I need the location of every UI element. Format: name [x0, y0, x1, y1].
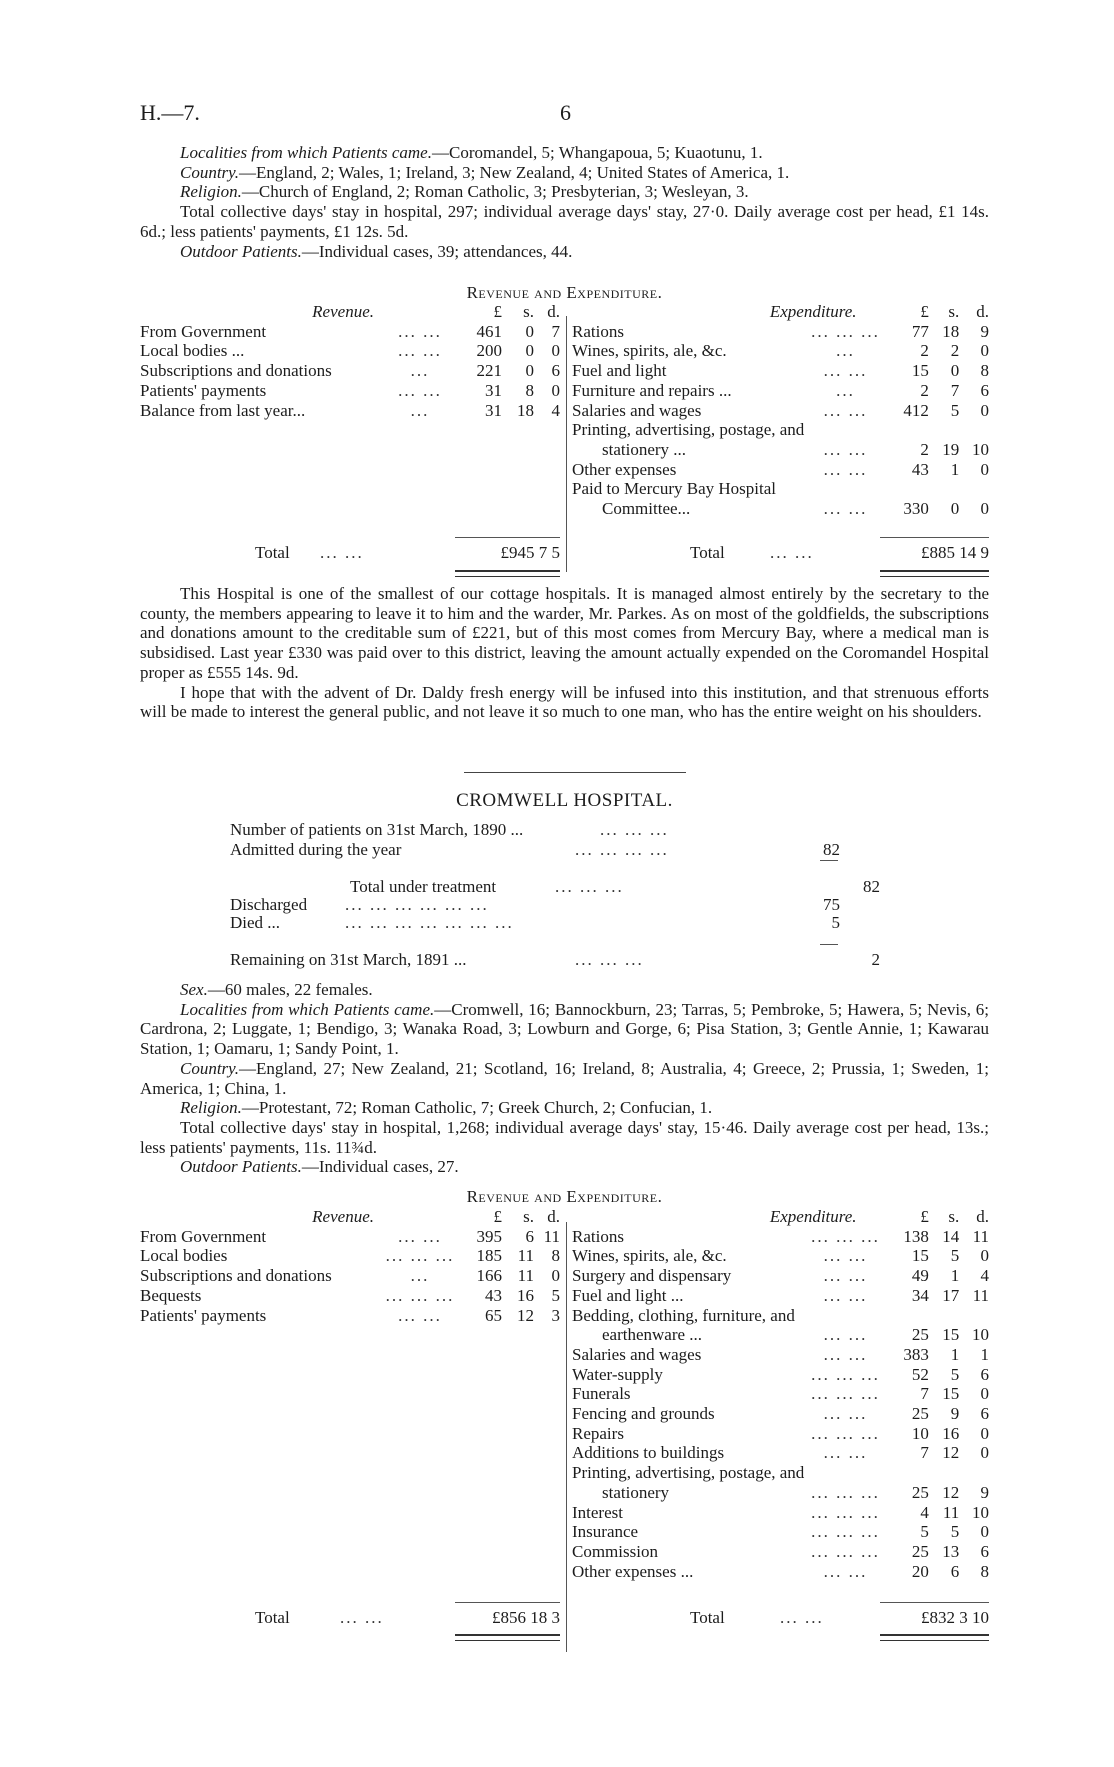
table2-expenditure-pence-value	[959, 1463, 989, 1483]
table2-expenditure-shillings-value: 16	[942, 1423, 960, 1443]
table2-revenue-row-dots: ... ...	[398, 1305, 442, 1325]
table2-expenditure-pounds-value: 5	[920, 1522, 929, 1542]
table1-revenue-shillings-value: 0	[525, 341, 534, 361]
table1-revenue-pounds-value: 461	[476, 321, 502, 341]
table2-revenue-pounds-value: 43	[485, 1285, 502, 1305]
stat-total: 82	[863, 877, 880, 896]
table2-expenditure-pounds-value: 10	[911, 1423, 929, 1443]
table2-expenditure-shillings-value: 17	[942, 1285, 960, 1305]
table2-expenditure-row-dots: ... ... ...	[811, 1423, 880, 1443]
stat-label: Total under treatment	[350, 877, 497, 896]
table1-revenue-shillings-value: 8	[525, 380, 534, 400]
table2-expenditure-row-label: Commission	[572, 1541, 658, 1561]
cromwell-outdoor-paragraph: Outdoor Patients.—Individual cases, 27.	[180, 1157, 459, 1177]
table2-expenditure-row	[572, 1503, 989, 1523]
stat-total: 2	[871, 950, 880, 969]
table2-expenditure-row	[572, 1246, 989, 1266]
table1-revenue-shillings-value: 18	[517, 400, 534, 420]
table1-heading: Revenue and Expenditure.	[466, 283, 663, 302]
table1-revenue-shillings-value: 0	[525, 321, 534, 341]
table1-expenditure-shillings-value	[929, 479, 959, 499]
table2-expenditure-pence-value: 0	[980, 1522, 989, 1542]
table1-revenue-row-label: Local bodies ...	[140, 341, 245, 361]
table2-expenditure-row-label: Surgery and dispensary	[572, 1266, 732, 1286]
table2-expenditure-row-label: Fuel and light ...	[572, 1285, 684, 1305]
table1-revenue-pounds-value: 221	[476, 361, 502, 381]
table1-revenue-total-label: Total	[255, 543, 290, 562]
stat-dots: ... ... ... ... ... ... ...	[345, 913, 514, 932]
table2-expenditure-shillings-value: 15	[942, 1325, 960, 1345]
cromwell-localities-paragraph: Localities from which Patients came.—Cromwell, 16; Bannockburn, 23; Tarras, 5; Pembroke, 5; Hawera, 5; Nevis, 6; Cardrona, 2; Luggate, 1; Bendigo, 3; Wanaka Road, 3; Lowburn and Gorge, 6; Pisa Station, 3; Gentle Annie, 1; Kawarau Station, 1; Oamaru, 1; Sandy Point, 1.	[140, 999, 989, 1059]
table1-expenditure-total: £885 14 9	[921, 543, 989, 562]
table1-expenditure-row	[572, 361, 989, 381]
table2-expenditure	[572, 1207, 989, 1581]
stat-dots: ... ... ...	[600, 820, 669, 839]
table1-revenue-rule	[455, 537, 560, 538]
table1-expenditure-pounds-value: 330	[903, 499, 929, 519]
table1-expenditure-row-dots: ... ...	[823, 459, 868, 479]
table1-expenditure-row-label: Wines, spirits, ale, &c.	[572, 341, 727, 361]
table2-expenditure-header: Expenditure. £ s. d.	[769, 1207, 989, 1226]
table2-expenditure-row	[572, 1286, 989, 1306]
stat-label: Number of patients on 31st March, 1890 ...	[230, 820, 524, 839]
table2-expenditure-row-label: Interest	[572, 1502, 623, 1522]
table2-revenue-pounds-value: 166	[476, 1266, 502, 1286]
table2-revenue-row	[140, 1286, 560, 1306]
table2-expenditure-total-dots: ... ...	[780, 1608, 824, 1627]
table2-revenue-row-label: Local bodies	[140, 1246, 228, 1266]
table1-revenue-row-dots: ... ...	[398, 380, 442, 400]
table2-expenditure-pounds-value: 4	[920, 1502, 929, 1522]
table2-revenue	[140, 1207, 560, 1325]
table2-expenditure-row-dots: ... ...	[823, 1443, 868, 1463]
table1-revenue-pounds-value: 31	[485, 380, 502, 400]
table1-expenditure-row	[572, 479, 989, 499]
table1-expenditure-row-dots	[804, 479, 886, 499]
table2-expenditure-shillings-value: 1	[950, 1344, 960, 1364]
table1-expenditure-row-label: Salaries and wages	[572, 400, 702, 420]
table1-expenditure-pence-value: 0	[980, 459, 989, 479]
table1-revenue-pence-value: 7	[551, 321, 560, 341]
stat-label: Admitted during the year	[230, 840, 402, 859]
table2-revenue-row	[140, 1266, 560, 1286]
table1-expenditure-pence-value: 0	[980, 400, 989, 420]
table1-expenditure-shillings-value: 18	[942, 321, 960, 341]
stat-label: Discharged	[230, 895, 308, 914]
cromwell-title: CROMWELL HOSPITAL.	[456, 790, 673, 811]
section-divider	[464, 772, 686, 773]
table2-expenditure-row-dots: ... ...	[823, 1285, 868, 1305]
table2-expenditure-row-dots: ... ... ...	[811, 1541, 880, 1561]
table2-expenditure-pounds-value: 15	[911, 1246, 929, 1266]
table2-expenditure-double-rule	[880, 1634, 989, 1641]
table1-revenue	[140, 302, 560, 420]
table1-expenditure-row-dots	[804, 420, 886, 440]
table2-expenditure-pounds-value: 52	[911, 1364, 929, 1384]
table1-expenditure-row-label: Rations	[572, 321, 624, 341]
table1-expenditure-pence-value: 0	[980, 341, 989, 361]
stat-value: 82	[823, 840, 840, 859]
table2-revenue-shillings-value: 11	[517, 1246, 534, 1266]
table2-revenue-pounds-value: 395	[476, 1226, 502, 1246]
table2-revenue-header: Revenue. £ s. d.	[312, 1207, 560, 1226]
table2-expenditure-row	[572, 1443, 989, 1463]
commentary-paragraph-1: This Hospital is one of the smallest of our cottage hospitals. It is managed almost entirely by the secretary to the county, the members appearing to leave it to him and the warder, Mr. Parkes. As on most of the goldfields, the subscriptions and donations amount to the creditable sum of £221, but of this most comes from Mercury Bay, where a medical man is subsidised. Last year £330 was paid over to this district, leaving the amount actually expended on the Coromandel Hospital proper as £555 14s. 9d.	[140, 584, 989, 682]
table2-expenditure-pence-value: 4	[980, 1266, 989, 1286]
table2-revenue-pence-value: 5	[551, 1285, 560, 1305]
stats-rule-2	[820, 944, 838, 945]
table1-expenditure-pence-value	[959, 479, 989, 499]
table2-expenditure-shillings-value: 12	[942, 1482, 960, 1502]
table2-expenditure-pounds-value: 20	[911, 1561, 929, 1581]
table2-expenditure-row-dots: ... ... ...	[811, 1364, 880, 1384]
table2-expenditure-row-dots	[804, 1463, 886, 1483]
table1-expenditure-row-dots: ... ...	[823, 439, 868, 459]
table2-expenditure-shillings-value: 5	[950, 1364, 960, 1384]
table2-revenue-row-dots: ... ... ...	[385, 1246, 455, 1266]
country-paragraph: Country.—England, 2; Wales, 1; Ireland, 3; New Zealand, 4; United States of America, 1.	[180, 162, 790, 182]
table2-expenditure-row-dots: ... ... ...	[811, 1226, 880, 1246]
table1-expenditure-pounds-value: 2	[920, 380, 929, 400]
table2-expenditure-pounds-value: 7	[920, 1384, 929, 1404]
table2-expenditure-row-label: Salaries and wages	[572, 1344, 702, 1364]
table2-expenditure-row-label: Insurance	[572, 1522, 639, 1542]
table2-expenditure-shillings-value: 5	[950, 1246, 960, 1266]
table1-expenditure-pounds-value	[887, 479, 929, 499]
table1-revenue-pence-value: 0	[551, 380, 560, 400]
table1-expenditure-row-label: Committee...	[602, 499, 691, 519]
table2-revenue-shillings-value: 11	[517, 1266, 534, 1286]
table2-revenue-row-dots: ...	[410, 1266, 430, 1286]
table1-revenue-row-dots: ... ...	[398, 321, 442, 341]
stats-rule-1	[820, 860, 838, 861]
table2-expenditure-pounds-value: 138	[903, 1226, 929, 1246]
table2-expenditure-row	[572, 1365, 989, 1385]
table1-expenditure-row-dots: ... ...	[823, 400, 868, 420]
table1-expenditure-shillings-value: 0	[950, 361, 960, 381]
table1-revenue-pence-value: 4	[551, 400, 560, 420]
stat-value: 5	[831, 913, 840, 932]
table1-expenditure-pounds-value: 77	[911, 321, 929, 341]
table2-revenue-row-label: Patients' payments	[140, 1305, 267, 1325]
table2-revenue-shillings-value: 6	[525, 1226, 534, 1246]
table2-revenue-total-dots: ... ...	[340, 1608, 384, 1627]
table1-expenditure-row-dots: ...	[836, 341, 855, 361]
table1-expenditure-row-dots: ... ...	[823, 361, 868, 381]
table2-expenditure-row	[572, 1325, 989, 1345]
stat-dots: ... ... ... ...	[575, 840, 669, 859]
table2-revenue-shillings-value: 16	[517, 1285, 534, 1305]
table1-divider	[566, 316, 567, 572]
table2-expenditure-row-label: Additions to buildings	[572, 1443, 725, 1463]
table1-expenditure-row	[572, 322, 989, 342]
table1-revenue-total-dots: ... ...	[320, 543, 364, 562]
table1-expenditure-row-label: Fuel and light	[572, 361, 667, 381]
table1-expenditure-row	[572, 341, 989, 361]
table2-expenditure-row-label: Water-supply	[572, 1364, 663, 1384]
table2-expenditure-row	[572, 1227, 989, 1247]
table2-expenditure-shillings-value: 6	[950, 1561, 960, 1581]
table2-expenditure-row-label: Fencing and grounds	[572, 1404, 715, 1424]
table2-expenditure-row	[572, 1306, 989, 1326]
stay-paragraph: Total collective days' stay in hospital, 297; individual average days' stay, 27·0. Daily average cost per head, £1 14s. 6d.; less patients' payments, £1 12s. 5d.	[140, 202, 989, 241]
table1-expenditure-row-label: Printing, advertising, postage, and	[572, 420, 805, 440]
table2-expenditure-row-label: Bedding, clothing, furniture, and	[572, 1305, 795, 1325]
table2-expenditure-row	[572, 1266, 989, 1286]
localities-paragraph: Localities from which Patients came.—Coromandel, 5; Whangapoua, 5; Kuaotunu, 1.	[180, 143, 763, 162]
table2-expenditure-pence-value: 0	[980, 1443, 989, 1463]
table2-expenditure-row-dots: ... ...	[823, 1344, 868, 1364]
table2-expenditure-row-dots: ... ...	[823, 1325, 868, 1345]
table2-expenditure-row	[572, 1562, 989, 1582]
cromwell-stay-paragraph: Total collective days' stay in hospital, 1,268; individual average days' stay, 15·46. Daily average cost per head, 13s.; less patients' payments, 11s. 11¾d.	[140, 1117, 989, 1157]
table1-expenditure-row	[572, 420, 989, 440]
table2-expenditure-row-dots: ... ... ...	[811, 1482, 880, 1502]
table1-revenue-row	[140, 322, 560, 342]
table1-revenue-row	[140, 361, 560, 381]
table1-expenditure-shillings-value: 19	[942, 439, 960, 459]
table1-expenditure-pence-value: 8	[980, 361, 989, 381]
table1-revenue-header: Revenue. £ s. d.	[312, 302, 560, 321]
table1-expenditure-pounds-value	[887, 420, 929, 440]
table1-expenditure-pence-value	[959, 420, 989, 440]
table2-revenue-pence-value: 3	[551, 1305, 560, 1325]
table2-expenditure-row-dots: ... ...	[823, 1246, 868, 1266]
table1-expenditure-pence-value: 6	[980, 380, 989, 400]
table2-expenditure-row-label: Funerals	[572, 1384, 631, 1404]
table1-expenditure-pounds-value: 2	[920, 439, 929, 459]
table2-expenditure-row	[572, 1345, 989, 1365]
table1-revenue-row-label: From Government	[140, 321, 267, 341]
table1-revenue-pence-value: 0	[551, 341, 560, 361]
table1-expenditure-pence-value: 9	[980, 321, 989, 341]
table2-expenditure-pence-value: 8	[980, 1561, 989, 1581]
table2-revenue-pence-value: 8	[551, 1246, 560, 1266]
table1-expenditure-row	[572, 401, 989, 421]
coromandel-summary	[140, 143, 989, 261]
table1-expenditure-row-label: Paid to Mercury Bay Hospital	[572, 479, 776, 499]
table2-expenditure-pence-value: 10	[972, 1325, 989, 1345]
table2-expenditure-shillings-value	[929, 1463, 959, 1483]
table2-expenditure-shillings-value: 12	[942, 1443, 960, 1463]
page-number: 6	[560, 100, 571, 125]
table2-expenditure-row-label: Rations	[572, 1226, 624, 1246]
table2-revenue-pence-value: 11	[543, 1226, 560, 1246]
table2-revenue-pounds-value: 185	[476, 1246, 502, 1266]
table2-expenditure-row-label: Printing, advertising, postage, and	[572, 1463, 805, 1483]
table1-expenditure-row	[572, 381, 989, 401]
table1-expenditure-header: Expenditure. £ s. d.	[769, 302, 989, 321]
table1-expenditure-row-dots: ... ...	[823, 499, 868, 519]
table2-expenditure-pounds-value: 49	[911, 1266, 929, 1286]
table1-revenue-pence-value: 6	[551, 361, 560, 381]
table1-expenditure-pounds-value: 2	[920, 341, 929, 361]
table2-revenue-row-label: From Government	[140, 1226, 267, 1246]
table1-expenditure-total-dots: ... ...	[770, 543, 814, 562]
report-reference: H.—7.	[140, 100, 200, 125]
table1-revenue-row	[140, 341, 560, 361]
table1-expenditure-shillings-value: 5	[950, 400, 960, 420]
table2-revenue-row-label: Subscriptions and donations	[140, 1266, 332, 1286]
stat-dots: ... ... ...	[575, 950, 644, 969]
table2-expenditure-shillings-value: 1	[950, 1266, 960, 1286]
table1-expenditure-double-rule	[880, 570, 989, 577]
table1-expenditure-row-dots: ... ... ...	[811, 321, 880, 341]
table2-expenditure-row	[572, 1384, 989, 1404]
table2-expenditure-pounds-value: 25	[911, 1541, 929, 1561]
table2-expenditure-row-dots: ... ... ...	[811, 1502, 880, 1522]
table2-revenue-double-rule	[455, 1634, 560, 1641]
table2-expenditure-pence-value: 0	[980, 1384, 989, 1404]
table1-expenditure-row	[572, 460, 989, 480]
table1-expenditure-pounds-value: 15	[911, 361, 929, 381]
table2-expenditure-pence-value: 0	[980, 1423, 989, 1443]
religion-paragraph: Religion.—Church of England, 2; Roman Catholic, 3; Presbyterian, 3; Wesleyan, 3.	[180, 182, 749, 202]
table2-expenditure-shillings-value: 13	[942, 1541, 960, 1561]
table1-expenditure-pounds-value: 43	[911, 459, 929, 479]
table2-expenditure-row-label: earthenware ...	[602, 1325, 703, 1345]
table2-expenditure-shillings-value: 14	[942, 1226, 960, 1246]
table2-revenue-rule	[455, 1602, 560, 1603]
table1-revenue-pounds-value: 31	[485, 400, 502, 420]
table2-expenditure-row-dots: ... ...	[823, 1266, 868, 1286]
table2-expenditure-row	[572, 1483, 989, 1503]
stat-label: Died ...	[230, 913, 281, 932]
table2-heading: Revenue and Expenditure.	[466, 1187, 663, 1206]
table2-expenditure-pence-value: 11	[972, 1226, 989, 1246]
table2-expenditure-pounds-value: 383	[903, 1344, 929, 1364]
table2-divider	[566, 1222, 567, 1652]
table2-revenue-pence-value: 0	[551, 1266, 560, 1286]
table2-expenditure-pounds-value: 25	[911, 1482, 929, 1502]
table2-expenditure-pounds-value: 25	[911, 1325, 929, 1345]
outdoor-paragraph: Outdoor Patients.—Individual cases, 39; attendances, 44.	[180, 241, 573, 261]
table2-expenditure-row	[572, 1522, 989, 1542]
table1-expenditure	[572, 302, 989, 519]
table2-expenditure-shillings-value	[929, 1306, 959, 1326]
table1-expenditure-shillings-value: 7	[950, 380, 960, 400]
table2-revenue-total-label: Total	[255, 1608, 290, 1627]
table2-expenditure-row	[572, 1542, 989, 1562]
table2-expenditure-row-label: Repairs	[572, 1423, 624, 1443]
table1-revenue-row	[140, 401, 560, 421]
table2-expenditure-total-label: Total	[690, 1608, 725, 1627]
table2-revenue-row	[140, 1306, 560, 1326]
table1-expenditure-row-label: stationery ...	[602, 439, 687, 459]
table2-expenditure-row-label: stationery	[602, 1482, 670, 1502]
table2-expenditure-pence-value: 6	[980, 1541, 989, 1561]
table1-expenditure-rule	[880, 537, 989, 538]
table1-revenue-double-rule	[455, 570, 560, 577]
table2-expenditure-row-dots: ... ...	[823, 1561, 868, 1581]
table1-revenue-pounds-value: 200	[476, 341, 502, 361]
table1-revenue-row-dots: ...	[410, 400, 430, 420]
table2-expenditure-shillings-value: 9	[950, 1404, 960, 1424]
table2-revenue-total: £856 18 3	[492, 1608, 560, 1627]
table1-revenue-row-label: Patients' payments	[140, 380, 267, 400]
table2-expenditure-row-label: Other expenses ...	[572, 1561, 694, 1581]
table2-expenditure-pounds-value: 34	[911, 1285, 929, 1305]
table1-expenditure-shillings-value: 2	[950, 341, 960, 361]
table2-expenditure-row	[572, 1424, 989, 1444]
stat-value: 75	[823, 895, 840, 914]
table2-revenue-row	[140, 1246, 560, 1266]
table2-expenditure-pence-value	[959, 1306, 989, 1326]
table1-expenditure-pounds-value: 412	[903, 400, 929, 420]
table1-expenditure-pence-value: 10	[972, 439, 989, 459]
table2-expenditure-row	[572, 1463, 989, 1483]
table1-expenditure-row-dots: ...	[836, 380, 855, 400]
table2-expenditure-total: £832 3 10	[921, 1608, 989, 1627]
table2-expenditure-row	[572, 1404, 989, 1424]
table1-expenditure-shillings-value: 0	[950, 499, 960, 519]
table2-revenue-row-label: Bequests	[140, 1285, 202, 1305]
table2-expenditure-pounds-value: 25	[911, 1404, 929, 1424]
table2-expenditure-pounds-value	[887, 1463, 929, 1483]
table2-expenditure-pence-value: 6	[980, 1404, 989, 1424]
table2-revenue-row	[140, 1227, 560, 1247]
table1-expenditure-shillings-value	[929, 420, 959, 440]
stat-dots: ... ... ...	[555, 877, 624, 896]
cromwell-country-paragraph: Country.—England, 27; New Zealand, 21; Scotland, 16; Ireland, 8; Australia, 4; Greece, 2; Prussia, 1; Sweden, 1; America, 1; China, 1.	[140, 1058, 989, 1098]
table2-expenditure-shillings-value: 11	[942, 1502, 960, 1522]
table2-revenue-shillings-value: 12	[517, 1305, 534, 1325]
table2-expenditure-pence-value: 11	[972, 1285, 989, 1305]
table2-expenditure-row-dots	[804, 1306, 886, 1326]
table2-expenditure-shillings-value: 5	[950, 1522, 960, 1542]
table1-revenue-row-dots: ...	[410, 361, 430, 381]
cromwell-summary	[140, 980, 989, 1177]
table1-revenue-shillings-value: 0	[525, 361, 534, 381]
table2-expenditure-pence-value: 9	[980, 1482, 989, 1502]
table1-revenue-row	[140, 381, 560, 401]
table2-revenue-row-dots: ... ... ...	[385, 1285, 455, 1305]
coromandel-commentary	[140, 584, 989, 722]
table2-expenditure-pounds-value	[887, 1306, 929, 1326]
table1-revenue-row-label: Subscriptions and donations	[140, 361, 332, 381]
table2-expenditure-shillings-value: 15	[942, 1384, 960, 1404]
table1-expenditure-shillings-value: 1	[950, 459, 960, 479]
table1-expenditure-row	[572, 499, 989, 519]
table2-expenditure-rule	[880, 1602, 989, 1603]
table1-expenditure-total-label: Total	[690, 543, 725, 562]
table2-expenditure-pounds-value: 7	[920, 1443, 929, 1463]
table2-expenditure-row-dots: ... ...	[823, 1404, 868, 1424]
cromwell-religion-paragraph: Religion.—Protestant, 72; Roman Catholic, 7; Greek Church, 2; Confucian, 1.	[180, 1098, 713, 1118]
table1-expenditure-row-label: Furniture and repairs ...	[572, 380, 732, 400]
table2-expenditure-pence-value: 1	[980, 1344, 989, 1364]
table2-expenditure-pence-value: 10	[972, 1502, 989, 1522]
table2-expenditure-pence-value: 0	[980, 1246, 989, 1266]
table2-expenditure-row-dots: ... ... ...	[811, 1384, 880, 1404]
commentary-paragraph-2: I hope that with the advent of Dr. Daldy fresh energy will be infused into this institution, and that strenuous efforts will be made to interest the general public, and not leave it so much to one man, who has the entire weight on his shoulders.	[140, 682, 989, 722]
table2-expenditure-row-label: Wines, spirits, ale, &c.	[572, 1246, 727, 1266]
stat-dots: ... ... ... ... ... ...	[345, 895, 489, 914]
table1-expenditure-row	[572, 440, 989, 460]
stat-label: Remaining on 31st March, 1891 ...	[230, 950, 467, 969]
table1-expenditure-row-label: Other expenses	[572, 459, 677, 479]
table2-revenue-pounds-value: 65	[485, 1305, 502, 1325]
table2-expenditure-pence-value: 6	[980, 1364, 989, 1384]
table1-revenue-row-label: Balance from last year...	[140, 400, 306, 420]
table1-revenue-total: £945 7 5	[500, 543, 560, 562]
sex-paragraph: Sex.—60 males, 22 females.	[180, 980, 373, 999]
table1-revenue-row-dots: ... ...	[398, 341, 442, 361]
table2-expenditure-row-dots: ... ... ...	[811, 1522, 880, 1542]
table2-revenue-row-dots: ... ...	[398, 1226, 442, 1246]
table1-expenditure-pence-value: 0	[980, 499, 989, 519]
